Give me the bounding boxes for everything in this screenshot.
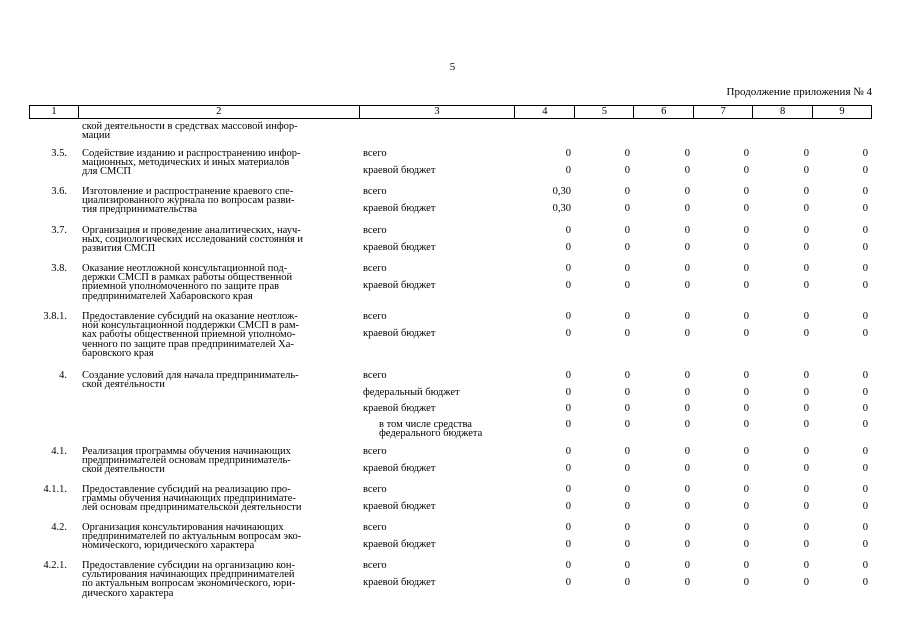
value-cell: 0 <box>565 225 571 236</box>
funding-source-label: краевой бюджет <box>363 328 436 339</box>
value-cell: 0 <box>803 165 809 176</box>
value-cell: 0 <box>565 577 571 588</box>
value-cell: 0 <box>624 280 630 291</box>
value-cell: 0 <box>684 311 690 322</box>
value-cell: 0 <box>684 263 690 274</box>
value-cell: 0 <box>565 403 571 414</box>
value-cell: 0 <box>862 311 868 322</box>
funding-source-label: краевой бюджет <box>363 165 436 176</box>
value-cell: 0 <box>624 446 630 457</box>
value-cell: 0 <box>803 242 809 253</box>
value-cell: 0 <box>803 577 809 588</box>
value-cell: 0 <box>862 280 868 291</box>
header-cell: 5 <box>575 106 634 118</box>
value-cell: 0 <box>624 242 630 253</box>
value-cell: 0 <box>862 501 868 512</box>
value-cell: 0 <box>803 560 809 571</box>
row-name: Содействие изданию и распространению инфор- мационных, методических и иных материалов для СМСП <box>82 148 301 178</box>
value-cell: 0 <box>862 446 868 457</box>
value-cell: 0 <box>624 501 630 512</box>
value-cell: 0 <box>565 446 571 457</box>
funding-source-label: всего <box>363 370 387 381</box>
value-cell: 0 <box>624 165 630 176</box>
value-cell: 0 <box>565 463 571 474</box>
value-cell: 0 <box>565 484 571 495</box>
value-cell: 0 <box>565 263 571 274</box>
value-cell: 0 <box>624 186 630 197</box>
funding-source-label: всего <box>363 225 387 236</box>
value-cell: 0 <box>862 560 868 571</box>
row-name: Реализация программы обучения начинающих предпринимателей основам предприниматель- ской деятельности <box>82 446 291 476</box>
value-cell: 0 <box>684 328 690 339</box>
header-cell: 4 <box>515 106 575 118</box>
value-cell: 0 <box>862 577 868 588</box>
value-cell: 0 <box>565 165 571 176</box>
value-cell: 0 <box>862 148 868 159</box>
row-name: Изготовление и распространение краевого спе- циализированного журнала по вопросам разви- тия предпринимательства <box>82 186 295 216</box>
value-cell: 0 <box>862 403 868 414</box>
row-name: Предоставление субсидий на реализацию про- граммы обучения начинающих предпринимате- лей основам предпринимательской деятельности <box>82 484 302 514</box>
value-cell: 0 <box>624 463 630 474</box>
value-cell: 0 <box>803 148 809 159</box>
value-cell: 0 <box>684 387 690 398</box>
value-cell: 0 <box>803 328 809 339</box>
row-number: 4.1.1. <box>43 484 67 495</box>
value-cell: 0 <box>862 165 868 176</box>
funding-source-label: всего <box>363 446 387 457</box>
value-cell: 0 <box>565 539 571 550</box>
row-name: Организация консультирования начинающих предпринимателей по актуальным вопросам эко- номического, юридического характера <box>82 522 302 552</box>
value-cell: 0 <box>862 263 868 274</box>
row-name: Предоставление субсидии на организацию кон- сультирования начинающих предпринимателей по актуальным вопросам экономического, юри- дического характера <box>82 560 296 599</box>
value-cell: 0 <box>684 203 690 214</box>
value-cell: 0 <box>684 446 690 457</box>
value-cell: 0 <box>743 370 749 381</box>
continuation-caption: Продолжение приложения № 4 <box>726 86 872 98</box>
funding-source-label: краевой бюджет <box>363 403 436 414</box>
value-cell: 0 <box>803 263 809 274</box>
row-number: 4.2.1. <box>43 560 67 571</box>
header-cell: 3 <box>360 106 516 118</box>
value-cell: 0 <box>743 522 749 533</box>
value-cell: 0 <box>624 225 630 236</box>
value-cell: 0 <box>862 387 868 398</box>
value-cell: 0 <box>565 328 571 339</box>
value-cell: 0 <box>624 263 630 274</box>
value-cell: 0 <box>803 186 809 197</box>
funding-source-label: краевой бюджет <box>363 463 436 474</box>
row-name: Оказание неотложной консультационной под- держки СМСП в рамках работы общественной приемной уполномоченного по защите прав предпринимателей Хабаровского края <box>82 263 293 302</box>
value-cell: 0 <box>803 522 809 533</box>
row-number: 4. <box>59 370 67 381</box>
value-cell: 0 <box>565 560 571 571</box>
row-name: Создание условий для начала предприниматель- ской деятельности <box>82 370 299 391</box>
funding-source-label: всего <box>363 311 387 322</box>
value-cell: 0 <box>684 419 690 430</box>
value-cell: 0 <box>624 539 630 550</box>
funding-source-label: всего <box>363 484 387 495</box>
value-cell: 0 <box>565 501 571 512</box>
value-cell: 0 <box>743 225 749 236</box>
funding-source-label: краевой бюджет <box>363 539 436 550</box>
funding-source-label: краевой бюджет <box>363 577 436 588</box>
value-cell: 0 <box>684 280 690 291</box>
value-cell: 0 <box>565 419 571 430</box>
funding-source-label: в том числе средства федерального бюджета <box>379 419 483 440</box>
value-cell: 0 <box>803 403 809 414</box>
value-cell: 0 <box>684 165 690 176</box>
header-cell: 7 <box>694 106 753 118</box>
value-cell: 0 <box>624 522 630 533</box>
value-cell: 0 <box>743 242 749 253</box>
value-cell: 0 <box>862 225 868 236</box>
value-cell: 0 <box>803 203 809 214</box>
row-number: 3.5. <box>51 148 67 159</box>
value-cell: 0 <box>862 419 868 430</box>
value-cell: 0 <box>624 484 630 495</box>
value-cell: 0 <box>684 148 690 159</box>
funding-source-label: всего <box>363 186 387 197</box>
row-name: Предоставление субсидий на оказание неотлож- ной консультационной поддержки СМСП в рам- ках работы общественной приемной уполномо- ченного по защите прав предпринимателей Ха- баровского края <box>82 311 300 359</box>
value-cell: 0 <box>565 522 571 533</box>
value-cell: 0 <box>624 387 630 398</box>
value-cell: 0 <box>862 370 868 381</box>
value-cell: 0 <box>743 186 749 197</box>
funding-source-label: всего <box>363 148 387 159</box>
header-cell: 6 <box>634 106 694 118</box>
funding-source-label: всего <box>363 560 387 571</box>
funding-source-label: краевой бюджет <box>363 203 436 214</box>
value-cell: 0 <box>624 311 630 322</box>
value-cell: 0 <box>565 242 571 253</box>
header-cell: 1 <box>30 106 79 118</box>
value-cell: 0 <box>624 148 630 159</box>
value-cell: 0 <box>743 403 749 414</box>
value-cell: 0 <box>684 484 690 495</box>
value-cell: 0 <box>803 419 809 430</box>
value-cell: 0,30 <box>552 186 571 197</box>
funding-source-label: краевой бюджет <box>363 501 436 512</box>
value-cell: 0 <box>565 387 571 398</box>
carryover-text: ской деятельности в средствах массовой инфор- мации <box>82 121 298 142</box>
value-cell: 0 <box>803 387 809 398</box>
value-cell: 0 <box>862 539 868 550</box>
row-number: 3.8.1. <box>43 311 67 322</box>
value-cell: 0 <box>624 560 630 571</box>
header-cell: 2 <box>79 106 360 118</box>
value-cell: 0 <box>743 311 749 322</box>
value-cell: 0 <box>743 577 749 588</box>
value-cell: 0 <box>684 577 690 588</box>
value-cell: 0 <box>743 263 749 274</box>
value-cell: 0 <box>743 484 749 495</box>
value-cell: 0 <box>803 225 809 236</box>
funding-source-label: всего <box>363 263 387 274</box>
value-cell: 0 <box>803 463 809 474</box>
value-cell: 0 <box>862 203 868 214</box>
value-cell: 0 <box>862 242 868 253</box>
value-cell: 0 <box>684 463 690 474</box>
row-number: 4.1. <box>51 446 67 457</box>
value-cell: 0 <box>684 522 690 533</box>
value-cell: 0 <box>803 539 809 550</box>
value-cell: 0 <box>684 501 690 512</box>
value-cell: 0 <box>684 560 690 571</box>
header-cell: 8 <box>753 106 813 118</box>
row-number: 3.7. <box>51 225 67 236</box>
value-cell: 0 <box>684 539 690 550</box>
value-cell: 0 <box>684 186 690 197</box>
value-cell: 0 <box>803 370 809 381</box>
row-number: 3.6. <box>51 186 67 197</box>
value-cell: 0 <box>743 463 749 474</box>
funding-source-label: федеральный бюджет <box>363 387 460 398</box>
value-cell: 0 <box>624 203 630 214</box>
value-cell: 0 <box>862 484 868 495</box>
value-cell: 0 <box>624 328 630 339</box>
value-cell: 0 <box>862 522 868 533</box>
value-cell: 0 <box>743 280 749 291</box>
header-cell: 9 <box>813 106 872 118</box>
value-cell: 0 <box>743 328 749 339</box>
row-name: Организация и проведение аналитических, науч- ных, социологических исследований состояния и развития СМСП <box>82 225 304 255</box>
value-cell: 0,30 <box>552 203 571 214</box>
table-header <box>29 105 872 119</box>
value-cell: 0 <box>743 165 749 176</box>
value-cell: 0 <box>743 203 749 214</box>
value-cell: 0 <box>743 501 749 512</box>
value-cell: 0 <box>743 387 749 398</box>
value-cell: 0 <box>624 419 630 430</box>
funding-source-label: всего <box>363 522 387 533</box>
value-cell: 0 <box>684 225 690 236</box>
value-cell: 0 <box>803 311 809 322</box>
value-cell: 0 <box>743 419 749 430</box>
value-cell: 0 <box>624 577 630 588</box>
value-cell: 0 <box>862 463 868 474</box>
value-cell: 0 <box>803 280 809 291</box>
value-cell: 0 <box>743 446 749 457</box>
page-number: 5 <box>449 61 456 73</box>
funding-source-label: краевой бюджет <box>363 242 436 253</box>
row-number: 4.2. <box>51 522 67 533</box>
value-cell: 0 <box>743 148 749 159</box>
value-cell: 0 <box>743 539 749 550</box>
value-cell: 0 <box>862 186 868 197</box>
value-cell: 0 <box>743 560 749 571</box>
value-cell: 0 <box>565 311 571 322</box>
value-cell: 0 <box>803 484 809 495</box>
value-cell: 0 <box>684 242 690 253</box>
row-number: 3.8. <box>51 263 67 274</box>
value-cell: 0 <box>862 328 868 339</box>
value-cell: 0 <box>565 148 571 159</box>
funding-source-label: краевой бюджет <box>363 280 436 291</box>
value-cell: 0 <box>565 370 571 381</box>
value-cell: 0 <box>803 501 809 512</box>
value-cell: 0 <box>624 403 630 414</box>
value-cell: 0 <box>684 403 690 414</box>
value-cell: 0 <box>565 280 571 291</box>
value-cell: 0 <box>624 370 630 381</box>
value-cell: 0 <box>803 446 809 457</box>
value-cell: 0 <box>684 370 690 381</box>
